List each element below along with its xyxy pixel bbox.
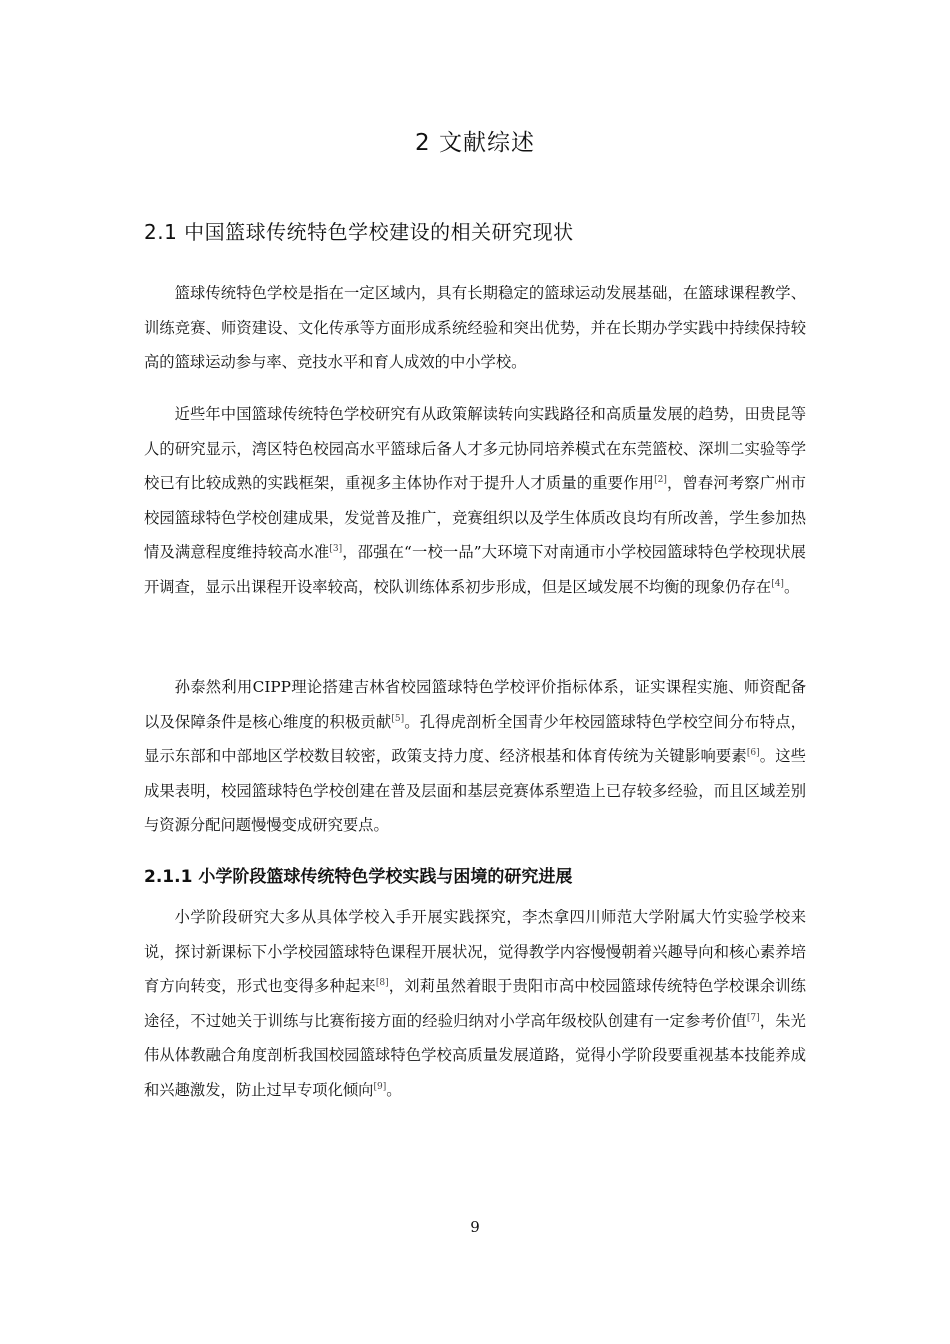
paragraph-recent-research — [144, 397, 806, 604]
citation-9: [9] — [373, 1081, 387, 1092]
paragraph-evaluation-research — [144, 670, 806, 843]
section-title: 2.1 中国篮球传统特色学校建设的相关研究现状 — [144, 220, 574, 244]
paragraph-text: ，刘莉虽然着眼于贵阳市高中校园篮球传统特色学校课余训练途径，不过她关于训练与比赛衔接方面的经验归纳对小学高年级校队创建有一定参考价值 — [144, 977, 806, 1030]
paragraph-text: 。这些成果表明，校园篮球特色学校创建在普及层面和基层竞赛体系塑造上已存较多经验，而且区域差别与资源分配问题慢慢变成研究要点。 — [144, 747, 806, 834]
citation-3: [3] — [329, 543, 343, 554]
chapter-title: 2 文献综述 — [415, 130, 535, 156]
citation-7: [7] — [746, 1012, 760, 1023]
paragraph-text: 近些年中国篮球传统特色学校研究有从政策解读转向实践路径和高质量发展的趋势，田贵昆等人的研究显示，湾区特色校园高水平篮球后备人才多元协同培养模式在东莞篮校、深圳二实验等学校已有比较成熟的实践框架，重视多主体协作对于提升人才质量的重要作用 — [144, 405, 806, 492]
paragraph-text: ，曾春河考察广州市校园篮球特色学校创建成果，发觉普及推广，竞赛组织以及学生体质改良均有所改善，学生参加热情及满意程度维持较高水准 — [144, 474, 806, 561]
citation-4: [4] — [771, 578, 784, 589]
paragraph-text: 小学阶段研究大多从具体学校入手开展实践探究，李杰拿四川师范大学附属大竹实验学校来说，探讨新课标下小学校园篮球特色课程开展状况，觉得教学内容慢慢朝着兴趣导向和核心素养培育方向转变，形式也变得多种起来 — [144, 908, 806, 995]
paragraph-text: ，朱光伟从体教融合角度剖析我国校园篮球特色学校高质量发展道路，觉得小学阶段要重视基本技能养成和兴趣激发，防止过早专项化倾向 — [144, 1011, 806, 1099]
citation-5: [5] — [391, 713, 405, 724]
paragraph-definition — [144, 276, 806, 380]
paragraph-text: 篮球传统特色学校是指在一定区域内，具有长期稳定的篮球运动发展基础，在篮球课程教学、训练竞赛、师资建设、文化传承等方面形成系统经验和突出优势，并在长期办学实践中持续保持较高的篮球运动参与率、竞技水平和育人成效的中小学校。 — [144, 284, 806, 371]
paragraph-text: ，邵强在“一校一品”大环境下对南通市小学校园篮球特色学校现状展开调查，显示出课程开设率较高，校队训练体系初步形成，但是区域发展不均衡的现象仍存在 — [144, 543, 806, 596]
paragraph-primary-school-research — [144, 900, 806, 1107]
subsection-title: 2.1.1 小学阶段篮球传统特色学校实践与困境的研究进展 — [144, 867, 573, 887]
page-number: 9 — [470, 1218, 480, 1236]
paragraph-text: 。 — [386, 1080, 402, 1099]
paragraph-text: 。孔得虎剖析全国青少年校园篮球特色学校空间分布特点，显示东部和中部地区学校数目较密，政策支持力度、经济根基和体育传统为关键影响要素 — [144, 712, 806, 765]
citation-8: [8] — [375, 977, 389, 988]
citation-6: [6] — [746, 747, 760, 758]
citation-2: [2] — [654, 474, 667, 485]
paragraph-text: 。 — [783, 577, 800, 596]
paragraph-text: 孙泰然利用CIPP理论搭建吉林省校园篮球特色学校评价指标体系，证实课程实施、师资配备以及保障条件是核心维度的积极贡献 — [144, 678, 806, 731]
